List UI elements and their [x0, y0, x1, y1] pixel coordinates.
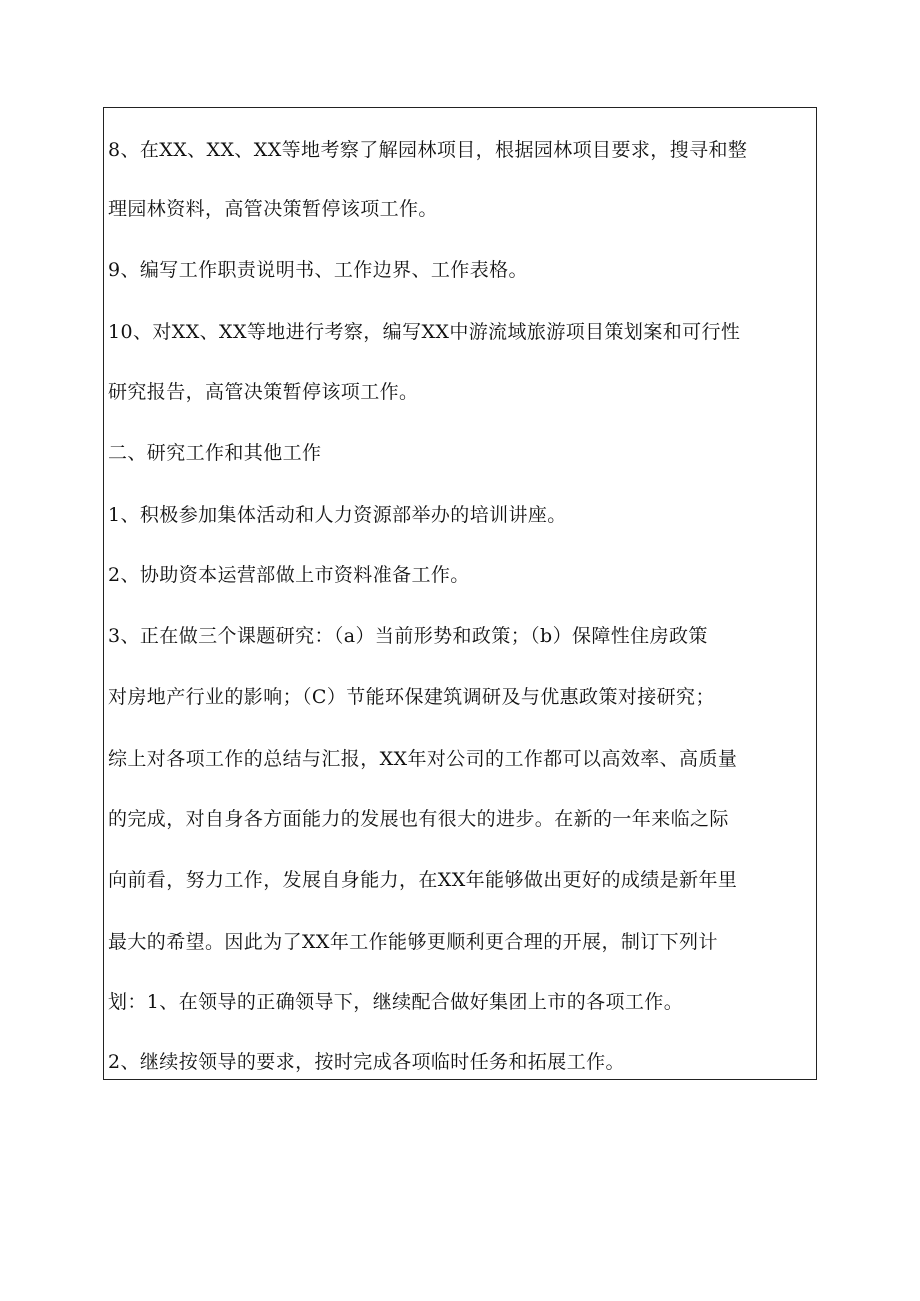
paragraph-line: 对房地产行业的影响；（C）节能环保建筑调研及与优惠政策对接研究；: [108, 686, 715, 708]
paragraph-line: 2、协助资本运营部做上市资料准备工作。: [108, 564, 470, 586]
paragraph-line: 向前看，努力工作，发展自身能力，在XX年能够做出更好的成绩是新年里: [108, 869, 738, 891]
paragraph-line: 划：1、在领导的正确领导下，继续配合做好集团上市的各项工作。: [108, 991, 684, 1013]
paragraph-line: 理园林资料，高管决策暂停该项工作。: [108, 198, 438, 220]
paragraph-line: 9、编写工作职责说明书、工作边界、工作表格。: [108, 259, 528, 281]
paragraph-line: 研究报告，高管决策暂停该项工作。: [108, 381, 419, 403]
paragraph-line: 最大的希望。因此为了XX年工作能够更顺利更合理的开展，制订下列计: [108, 931, 718, 953]
section-heading: 二、研究工作和其他工作: [108, 442, 322, 464]
paragraph-line: 8、在XX、XX、XX等地考察了解园林项目，根据园林项目要求，搜寻和整: [108, 139, 748, 161]
paragraph-line: 的完成，对自身各方面能力的发展也有很大的进步。在新的一年来临之际: [108, 808, 729, 830]
paragraph-line: 2、继续按领导的要求，按时完成各项临时任务和拓展工作。: [108, 1051, 625, 1073]
paragraph-line: 1、积极参加集体活动和人力资源部举办的培训讲座。: [108, 504, 567, 526]
paragraph-line: 10、对XX、XX等地进行考察，编写XX中游流域旅游项目策划案和可行性: [108, 321, 741, 343]
document-table-cell: [103, 107, 817, 1080]
paragraph-line: 综上对各项工作的总结与汇报，XX年对公司的工作都可以高效率、高质量: [108, 748, 738, 770]
paragraph-line: 3、正在做三个课题研究：（a）当前形势和政策；（b）保障性住房政策: [108, 625, 708, 647]
